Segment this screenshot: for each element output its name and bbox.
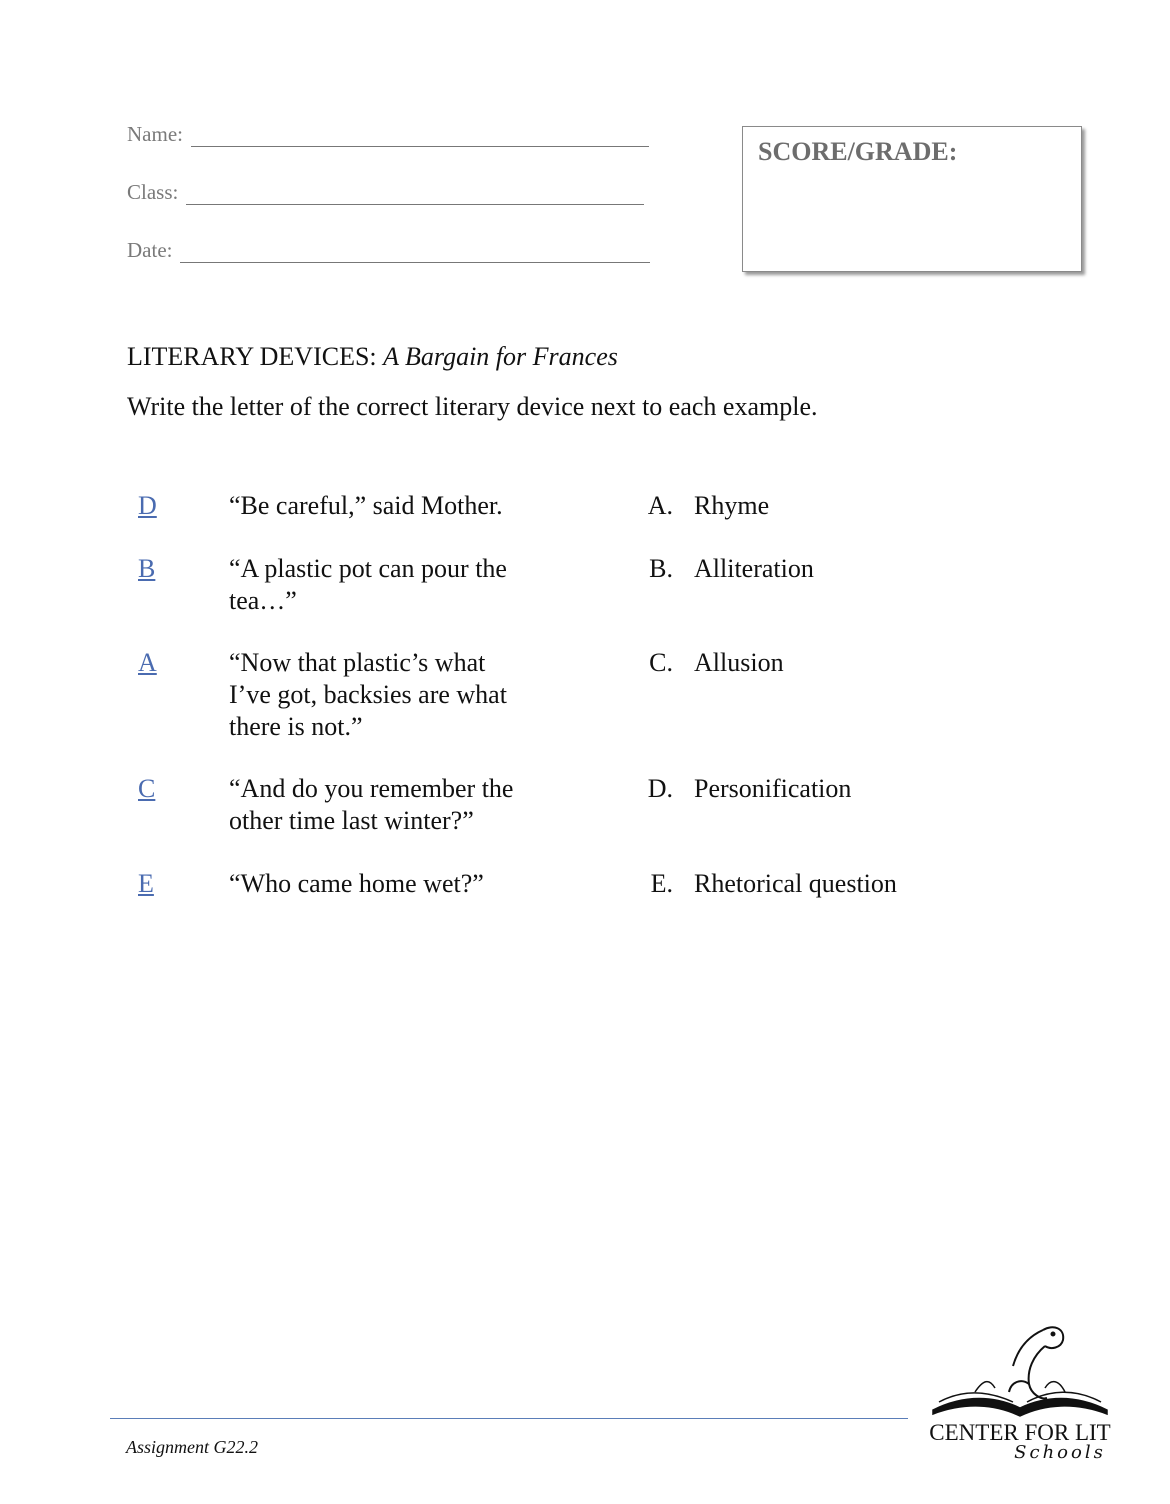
class-line[interactable] — [186, 182, 644, 205]
score-label: SCORE/GRADE: — [758, 137, 958, 166]
logo-title: CENTER FOR LIT — [929, 1420, 1111, 1445]
logo-subtitle: Schools — [1014, 1442, 1106, 1462]
footer-rule — [110, 1418, 908, 1419]
answer-letter: C — [138, 774, 156, 803]
answer-letter: A — [138, 648, 157, 677]
option-letter: D. — [647, 774, 673, 803]
pelican-icon — [1009, 1327, 1063, 1398]
option-letter: A. — [647, 491, 673, 520]
class-label: Class: — [127, 180, 179, 204]
instructions: Write the letter of the correct literary device next to each example. — [127, 392, 818, 421]
name-label: Name: — [127, 122, 183, 146]
title-book: A Bargain for Frances — [383, 342, 618, 371]
date-field — [127, 238, 650, 263]
answer-letter: E — [138, 869, 154, 898]
name-line[interactable] — [191, 124, 649, 147]
option-letter: C. — [649, 648, 673, 677]
option-text: Alliteration — [694, 554, 814, 583]
option-text: Personification — [694, 774, 852, 803]
date-label: Date: — [127, 238, 173, 262]
title-prefix: LITERARY DEVICES: — [127, 342, 384, 371]
option-letter: E. — [650, 869, 673, 898]
open-book-icon — [933, 1382, 1107, 1416]
example-text: “Who came home wet?” — [229, 869, 484, 898]
assignment-label: Assignment G22.2 — [126, 1437, 258, 1457]
date-line[interactable] — [180, 240, 650, 263]
answer-letter: B — [138, 554, 156, 583]
name-field — [127, 122, 649, 147]
example-text: “And do you remember the other time last winter?” — [229, 774, 514, 835]
score-box — [742, 126, 1082, 272]
example-text: “Be careful,” said Mother. — [229, 491, 503, 520]
answer-letter: D — [138, 491, 157, 520]
page-title — [127, 342, 618, 372]
option-letter: B. — [649, 554, 673, 583]
option-text: Rhyme — [694, 491, 770, 520]
center-for-lit-logo — [925, 1322, 1115, 1462]
class-field — [127, 180, 644, 205]
example-text: “A plastic pot can pour the tea…” — [229, 554, 507, 615]
option-text: Allusion — [694, 648, 784, 677]
option-text: Rhetorical question — [694, 869, 897, 898]
example-text: “Now that plastic’s what I’ve got, backsies are what there is not.” — [229, 648, 507, 741]
